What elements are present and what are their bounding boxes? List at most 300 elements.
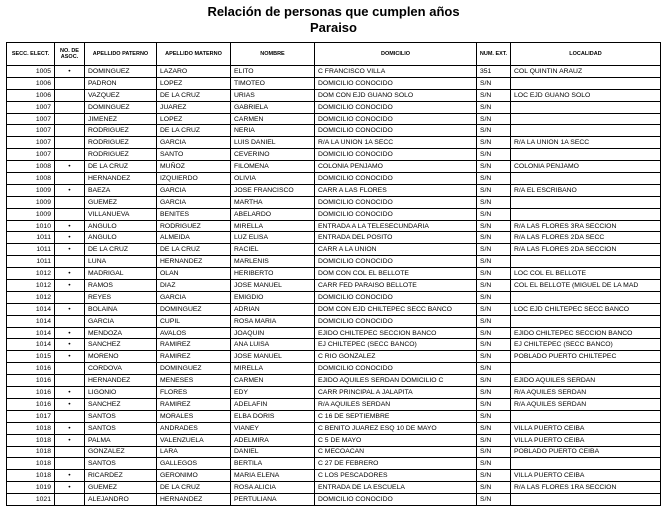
cell-secc: 1014 (7, 315, 55, 327)
table-row (7, 303, 661, 315)
cell-nombre: NERIA (231, 125, 315, 137)
cell-localidad: EJIDO AQUILES SERDAN (511, 375, 661, 387)
cell-secc: 1016 (7, 375, 55, 387)
cell-secc: 1018 (7, 458, 55, 470)
cell-asoc-mark (55, 494, 85, 506)
cell-asoc-mark (55, 410, 85, 422)
cell-secc: 1014 (7, 327, 55, 339)
cell-localidad (511, 101, 661, 113)
cell-domicilio: EJIDO CHILTEPEC SECCION BANCO (315, 327, 477, 339)
cell-localidad (511, 173, 661, 185)
cell-apellido-materno: GARCIA (157, 184, 231, 196)
table-row (7, 220, 661, 232)
cell-localidad (511, 208, 661, 220)
cell-apellido-materno: LAZARO (157, 66, 231, 78)
cell-num-ext: S/N (477, 351, 511, 363)
cell-apellido-paterno: GUEMEZ (85, 196, 157, 208)
cell-num-ext: S/N (477, 434, 511, 446)
cell-num-ext: S/N (477, 315, 511, 327)
cell-localidad: R/A AQUILES SERDAN (511, 398, 661, 410)
cell-secc: 1018 (7, 422, 55, 434)
cell-domicilio: DOMICILIO CONOCIDO (315, 494, 477, 506)
cell-localidad: R/A LAS FLORES 3RA SECCION (511, 220, 661, 232)
cell-apellido-materno: OLAN (157, 268, 231, 280)
cell-domicilio: C LOS PESCADORES (315, 470, 477, 482)
cell-localidad: VILLA PUERTO CEIBA (511, 470, 661, 482)
cell-secc: 1006 (7, 77, 55, 89)
cell-localidad: POBLADO PUERTO CEIBA (511, 446, 661, 458)
cell-domicilio: C 16 DE SEPTIEMBRE (315, 410, 477, 422)
cell-asoc-mark: • (55, 327, 85, 339)
cell-domicilio: EJIDO AQUILES SERDAN DOMICILIO C (315, 375, 477, 387)
cell-domicilio: ENTRADA A LA TELESECUNDARIA (315, 220, 477, 232)
cell-apellido-paterno: RAMOS (85, 280, 157, 292)
cell-secc: 1011 (7, 244, 55, 256)
cell-apellido-paterno: ALEJANDRO (85, 494, 157, 506)
cell-num-ext: S/N (477, 244, 511, 256)
cell-asoc-mark (55, 196, 85, 208)
cell-domicilio: CARR A LAS FLORES (315, 184, 477, 196)
column-header-num-ext: NUM. EXT. (477, 43, 511, 66)
cell-nombre: MARIA ELENA (231, 470, 315, 482)
cell-num-ext: S/N (477, 303, 511, 315)
cell-apellido-paterno: MENDOZA (85, 327, 157, 339)
table-row (7, 125, 661, 137)
cell-domicilio: R/A LA UNION 1A SECC (315, 137, 477, 149)
cell-apellido-materno: GALLEGOS (157, 458, 231, 470)
cell-apellido-materno: MORALES (157, 410, 231, 422)
table-row (7, 101, 661, 113)
cell-apellido-materno: HERNANDEZ (157, 256, 231, 268)
cell-asoc-mark: • (55, 280, 85, 292)
cell-nombre: URIAS (231, 89, 315, 101)
table-row (7, 149, 661, 161)
cell-secc: 1007 (7, 149, 55, 161)
cell-num-ext: S/N (477, 220, 511, 232)
cell-domicilio: DOM CON COL EL BELLOTE (315, 268, 477, 280)
cell-apellido-paterno: HERNANDEZ (85, 173, 157, 185)
cell-num-ext: S/N (477, 256, 511, 268)
cell-asoc-mark: • (55, 184, 85, 196)
cell-localidad: R/A AQUILES SERDAN (511, 387, 661, 399)
document-subtitle: Paraiso (310, 20, 357, 35)
cell-asoc-mark (55, 149, 85, 161)
cell-apellido-paterno: SANCHEZ (85, 339, 157, 351)
cell-domicilio: C BENITO JUAREZ ESQ 10 DE MAYO (315, 422, 477, 434)
table-row (7, 494, 661, 506)
cell-apellido-paterno: DE LA CRUZ (85, 244, 157, 256)
cell-domicilio: ENTRADA DE LA ESCUELA (315, 482, 477, 494)
cell-secc: 1015 (7, 351, 55, 363)
cell-domicilio: DOMICILIO CONOCIDO (315, 101, 477, 113)
cell-apellido-materno: RAMIREZ (157, 398, 231, 410)
cell-localidad (511, 458, 661, 470)
cell-asoc-mark (55, 375, 85, 387)
cell-localidad: EJIDO CHILTEPEC SECCION BANCO (511, 327, 661, 339)
cell-domicilio: DOMICILIO CONOCIDO (315, 256, 477, 268)
cell-domicilio: CARR A LA UNION (315, 244, 477, 256)
cell-apellido-materno: ALMEIDA (157, 232, 231, 244)
table-row (7, 66, 661, 78)
cell-asoc-mark: • (55, 220, 85, 232)
cell-domicilio: DOMICILIO CONOCIDO (315, 113, 477, 125)
cell-nombre: ADRIAN (231, 303, 315, 315)
cell-nombre: EMIGDIO (231, 291, 315, 303)
cell-num-ext: S/N (477, 291, 511, 303)
cell-nombre: ADELMIRA (231, 434, 315, 446)
cell-num-ext: S/N (477, 161, 511, 173)
cell-domicilio: DOMICILIO CONOCIDO (315, 173, 477, 185)
cell-domicilio: DOM CON EJD CHILTEPEC SECC BANCO (315, 303, 477, 315)
cell-nombre: ANA LUISA (231, 339, 315, 351)
cell-asoc-mark: • (55, 387, 85, 399)
cell-apellido-materno: JUAREZ (157, 101, 231, 113)
cell-nombre: JOAQUIN (231, 327, 315, 339)
table-row (7, 208, 661, 220)
cell-apellido-materno: RODRIGUEZ (157, 220, 231, 232)
cell-num-ext: S/N (477, 184, 511, 196)
cell-num-ext: S/N (477, 327, 511, 339)
cell-asoc-mark: • (55, 232, 85, 244)
cell-domicilio: CARR PRINCIPAL A JALAPITA (315, 387, 477, 399)
cell-apellido-materno: LOPEZ (157, 113, 231, 125)
cell-secc: 1011 (7, 232, 55, 244)
cell-apellido-materno: DOMINGUEZ (157, 363, 231, 375)
table-row (7, 315, 661, 327)
cell-apellido-materno: RAMIREZ (157, 351, 231, 363)
cell-nombre: HERIBERTO (231, 268, 315, 280)
table-row (7, 339, 661, 351)
cell-apellido-paterno: LIGONIO (85, 387, 157, 399)
cell-apellido-paterno: REYES (85, 291, 157, 303)
cell-apellido-paterno: HERNANDEZ (85, 375, 157, 387)
cell-nombre: LUZ ELISA (231, 232, 315, 244)
cell-asoc-mark (55, 101, 85, 113)
cell-num-ext: S/N (477, 470, 511, 482)
cell-secc: 1010 (7, 220, 55, 232)
cell-apellido-paterno: RODRIGUEZ (85, 149, 157, 161)
cell-num-ext: 351 (477, 66, 511, 78)
cell-apellido-paterno: MORENO (85, 351, 157, 363)
table-row (7, 113, 661, 125)
table-row (7, 77, 661, 89)
cell-num-ext: S/N (477, 339, 511, 351)
cell-localidad (511, 410, 661, 422)
table-row (7, 458, 661, 470)
cell-domicilio: R/A AQUILES SERDAN (315, 398, 477, 410)
cell-num-ext: S/N (477, 494, 511, 506)
cell-asoc-mark (55, 315, 85, 327)
cell-nombre: ROSA MARIA (231, 315, 315, 327)
cell-apellido-paterno: ANGULO (85, 232, 157, 244)
cell-apellido-materno: BENITES (157, 208, 231, 220)
cell-nombre: RACIEL (231, 244, 315, 256)
cell-apellido-paterno: GUEMEZ (85, 482, 157, 494)
cell-apellido-paterno: GARCIA (85, 315, 157, 327)
cell-nombre: ELBA DORIS (231, 410, 315, 422)
cell-asoc-mark (55, 446, 85, 458)
cell-apellido-materno: SANTO (157, 149, 231, 161)
cell-secc: 1011 (7, 256, 55, 268)
cell-num-ext: S/N (477, 125, 511, 137)
cell-nombre: CARMEN (231, 375, 315, 387)
cell-nombre: VIANEY (231, 422, 315, 434)
cell-apellido-materno: GARCIA (157, 196, 231, 208)
cell-domicilio: DOMICILIO CONOCIDO (315, 315, 477, 327)
table-row (7, 232, 661, 244)
cell-nombre: MARTHA (231, 196, 315, 208)
cell-nombre: MARLENIS (231, 256, 315, 268)
cell-num-ext: S/N (477, 149, 511, 161)
cell-secc: 1014 (7, 339, 55, 351)
cell-asoc-mark (55, 173, 85, 185)
cell-nombre: MIRELLA (231, 363, 315, 375)
cell-domicilio: CARR FED PARAISO BELLOTE (315, 280, 477, 292)
cell-apellido-materno: GARCIA (157, 137, 231, 149)
cell-asoc-mark (55, 208, 85, 220)
cell-domicilio: EJ CHILTEPEC (SECC BANCO) (315, 339, 477, 351)
cell-num-ext: S/N (477, 398, 511, 410)
cell-secc: 1009 (7, 208, 55, 220)
cell-apellido-paterno: GONZALEZ (85, 446, 157, 458)
table-row (7, 446, 661, 458)
cell-apellido-materno: DE LA CRUZ (157, 244, 231, 256)
cell-nombre: GABRIELA (231, 101, 315, 113)
cell-asoc-mark: • (55, 268, 85, 280)
cell-apellido-paterno: RODRIGUEZ (85, 137, 157, 149)
cell-secc: 1016 (7, 387, 55, 399)
column-header-localidad: LOCALIDAD (511, 43, 661, 66)
cell-asoc-mark: • (55, 339, 85, 351)
cell-num-ext: S/N (477, 137, 511, 149)
column-header-domicilio: DOMICILIO (315, 43, 477, 66)
document-title: Relación de personas que cumplen años (207, 4, 460, 19)
table-row (7, 89, 661, 101)
cell-secc: 1006 (7, 89, 55, 101)
cell-asoc-mark (55, 125, 85, 137)
cell-nombre: CEVERINO (231, 149, 315, 161)
cell-asoc-mark: • (55, 66, 85, 78)
cell-num-ext: S/N (477, 482, 511, 494)
cell-asoc-mark (55, 458, 85, 470)
cell-localidad: POBLADO PUERTO CHILTEPEC (511, 351, 661, 363)
table-row (7, 256, 661, 268)
cell-domicilio: DOMICILIO CONOCIDO (315, 77, 477, 89)
cell-localidad (511, 113, 661, 125)
cell-localidad (511, 315, 661, 327)
cell-num-ext: S/N (477, 268, 511, 280)
cell-apellido-paterno: PALMA (85, 434, 157, 446)
cell-asoc-mark: • (55, 351, 85, 363)
table-row (7, 387, 661, 399)
cell-apellido-paterno: MADRIGAL (85, 268, 157, 280)
cell-nombre: BERTILA (231, 458, 315, 470)
cell-apellido-paterno: CORDOVA (85, 363, 157, 375)
cell-num-ext: S/N (477, 422, 511, 434)
cell-secc: 1014 (7, 303, 55, 315)
cell-secc: 1016 (7, 363, 55, 375)
cell-nombre: CARMEN (231, 113, 315, 125)
cell-secc: 1009 (7, 196, 55, 208)
cell-num-ext: S/N (477, 173, 511, 185)
cell-localidad: COL QUINTIN ARAUZ (511, 66, 661, 78)
cell-asoc-mark: • (55, 434, 85, 446)
cell-localidad (511, 125, 661, 137)
cell-asoc-mark (55, 291, 85, 303)
cell-localidad (511, 256, 661, 268)
cell-secc: 1012 (7, 291, 55, 303)
cell-apellido-paterno: PADRON (85, 77, 157, 89)
cell-apellido-materno: GARCIA (157, 291, 231, 303)
cell-asoc-mark (55, 363, 85, 375)
cell-secc: 1017 (7, 410, 55, 422)
column-header-asoc: NO. DE ASOC. (55, 43, 85, 66)
cell-apellido-paterno: VILLANUEVA (85, 208, 157, 220)
table-row (7, 351, 661, 363)
cell-nombre: JOSE MANUEL (231, 351, 315, 363)
cell-localidad: LOC COL EL BELLOTE (511, 268, 661, 280)
cell-apellido-materno: LARA (157, 446, 231, 458)
cell-apellido-paterno: SANTOS (85, 422, 157, 434)
cell-localidad: EJ CHILTEPEC (SECC BANCO) (511, 339, 661, 351)
cell-num-ext: S/N (477, 387, 511, 399)
cell-apellido-materno: DE LA CRUZ (157, 89, 231, 101)
cell-asoc-mark (55, 77, 85, 89)
cell-num-ext: S/N (477, 77, 511, 89)
cell-num-ext: S/N (477, 101, 511, 113)
cell-nombre: JOSE MANUEL (231, 280, 315, 292)
cell-asoc-mark (55, 137, 85, 149)
cell-asoc-mark: • (55, 398, 85, 410)
table-row (7, 161, 661, 173)
cell-apellido-paterno: SANTOS (85, 410, 157, 422)
table-row (7, 470, 661, 482)
cell-domicilio: DOMICILIO CONOCIDO (315, 291, 477, 303)
cell-num-ext: S/N (477, 232, 511, 244)
table-row (7, 244, 661, 256)
cell-apellido-materno: ANDRADES (157, 422, 231, 434)
table-row (7, 410, 661, 422)
cell-localidad (511, 196, 661, 208)
cell-apellido-materno: AVALOS (157, 327, 231, 339)
cell-asoc-mark: • (55, 482, 85, 494)
table-row (7, 375, 661, 387)
cell-localidad (511, 291, 661, 303)
column-header-paterno: APELLIDO PATERNO (85, 43, 157, 66)
cell-apellido-paterno: VAZQUEZ (85, 89, 157, 101)
birthday-table (6, 42, 661, 506)
column-header-materno: APELLIDO MATERNO (157, 43, 231, 66)
cell-secc: 1005 (7, 66, 55, 78)
table-row (7, 268, 661, 280)
cell-domicilio: DOMICILIO CONOCIDO (315, 208, 477, 220)
cell-secc: 1018 (7, 446, 55, 458)
cell-localidad: R/A LAS FLORES 2DA SECCION (511, 244, 661, 256)
cell-apellido-paterno: SANTOS (85, 458, 157, 470)
cell-localidad (511, 363, 661, 375)
cell-apellido-materno: DOMINGUEZ (157, 303, 231, 315)
cell-localidad: R/A LAS FLORES 2DA SECC (511, 232, 661, 244)
table-row (7, 327, 661, 339)
cell-localidad: LOC EJD CHILTEPEC SECC BANCO (511, 303, 661, 315)
cell-num-ext: S/N (477, 208, 511, 220)
cell-domicilio: C FRANCISCO VILLA (315, 66, 477, 78)
table-row (7, 422, 661, 434)
cell-apellido-materno: HERNANDEZ (157, 494, 231, 506)
cell-nombre: OLIVIA (231, 173, 315, 185)
cell-nombre: ADELAFIN (231, 398, 315, 410)
cell-apellido-materno: LOPEZ (157, 77, 231, 89)
cell-apellido-materno: DE LA CRUZ (157, 125, 231, 137)
table-row (7, 196, 661, 208)
cell-secc: 1007 (7, 137, 55, 149)
cell-num-ext: S/N (477, 196, 511, 208)
cell-localidad (511, 494, 661, 506)
cell-secc: 1012 (7, 280, 55, 292)
cell-secc: 1018 (7, 470, 55, 482)
cell-asoc-mark (55, 113, 85, 125)
cell-nombre: ROSA ALICIA (231, 482, 315, 494)
cell-asoc-mark: • (55, 422, 85, 434)
table-row (7, 184, 661, 196)
table-row (7, 482, 661, 494)
cell-domicilio: DOMICILIO CONOCIDO (315, 363, 477, 375)
cell-apellido-materno: DIAZ (157, 280, 231, 292)
cell-asoc-mark: • (55, 470, 85, 482)
table-row (7, 398, 661, 410)
cell-domicilio: DOMICILIO CONOCIDO (315, 149, 477, 161)
cell-domicilio: DOMICILIO CONOCIDO (315, 196, 477, 208)
cell-apellido-paterno: LUNA (85, 256, 157, 268)
cell-apellido-materno: MUÑOZ (157, 161, 231, 173)
cell-apellido-materno: DE LA CRUZ (157, 482, 231, 494)
cell-apellido-materno: CUPIL (157, 315, 231, 327)
cell-secc: 1012 (7, 268, 55, 280)
cell-nombre: PERTULIANA (231, 494, 315, 506)
cell-secc: 1008 (7, 161, 55, 173)
cell-nombre: JOSE FRANCISCO (231, 184, 315, 196)
cell-nombre: TIMOTEO (231, 77, 315, 89)
cell-apellido-materno: RAMIREZ (157, 339, 231, 351)
cell-domicilio: COLONIA PENJAMO (315, 161, 477, 173)
cell-localidad (511, 77, 661, 89)
cell-nombre: ABELARDO (231, 208, 315, 220)
cell-apellido-paterno: BAEZA (85, 184, 157, 196)
cell-localidad (511, 149, 661, 161)
cell-domicilio: C 5 DE MAYO (315, 434, 477, 446)
cell-domicilio: C MECOACAN (315, 446, 477, 458)
header-row (7, 43, 661, 66)
cell-apellido-materno: GERONIMO (157, 470, 231, 482)
column-header-secc: SECC. ELECT. (7, 43, 55, 66)
cell-secc: 1007 (7, 113, 55, 125)
table-row (7, 280, 661, 292)
cell-apellido-paterno: RICARDEZ (85, 470, 157, 482)
cell-asoc-mark: • (55, 244, 85, 256)
cell-localidad: COL EL BELLOTE (MIGUEL DE LA MAD (511, 280, 661, 292)
cell-apellido-materno: IZQUIERDO (157, 173, 231, 185)
cell-nombre: FILOMENA (231, 161, 315, 173)
cell-num-ext: S/N (477, 410, 511, 422)
cell-secc: 1008 (7, 173, 55, 185)
cell-apellido-materno: MENESES (157, 375, 231, 387)
cell-nombre: DANIEL (231, 446, 315, 458)
cell-apellido-paterno: RODRIGUEZ (85, 125, 157, 137)
cell-domicilio: DOM CON EJD GUANO SOLO (315, 89, 477, 101)
cell-domicilio: DOMICILIO CONOCIDO (315, 125, 477, 137)
cell-domicilio: C RIO GONZALEZ (315, 351, 477, 363)
column-header-nombre: NOMBRE (231, 43, 315, 66)
